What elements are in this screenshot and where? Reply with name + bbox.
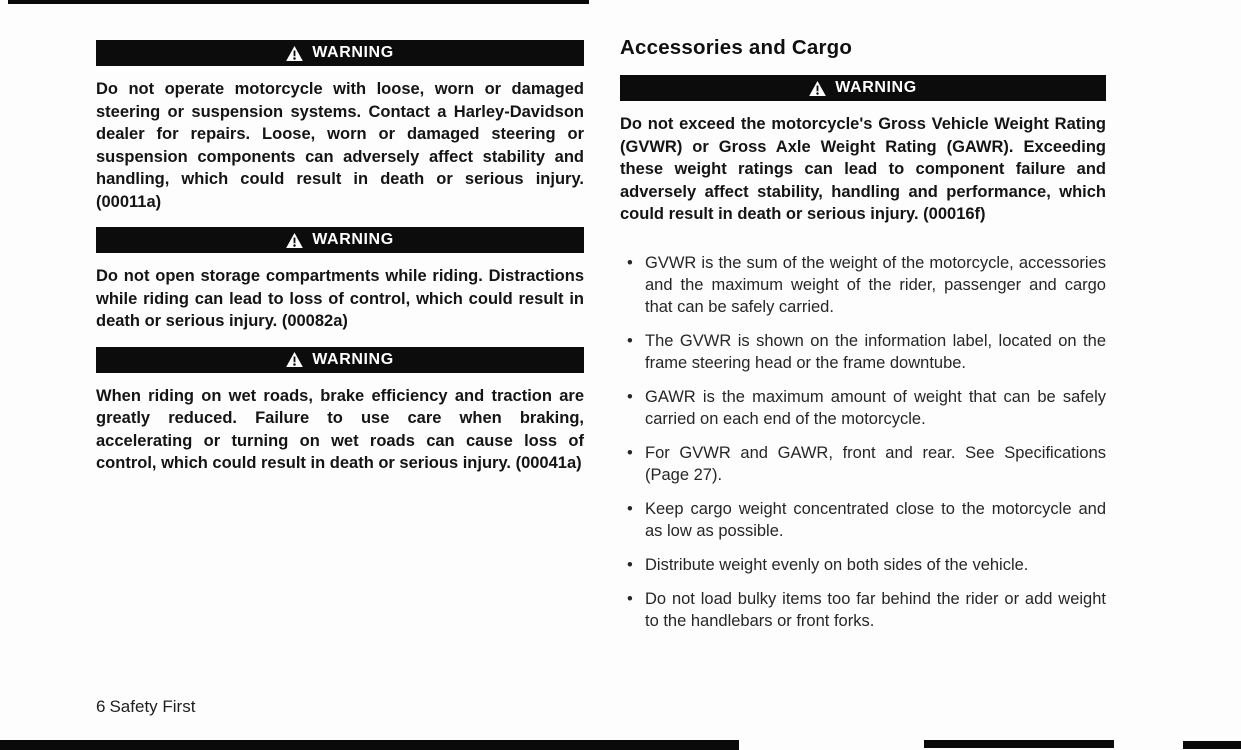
page-number: 6 — [96, 697, 106, 716]
bullet-item — [620, 252, 1106, 318]
bullet-dot: • — [627, 331, 633, 350]
bullet-dot: • — [627, 443, 633, 462]
bullet-item — [620, 330, 1106, 374]
section-heading: Accessories and Cargo — [620, 36, 853, 59]
warning-label: WARNING — [835, 79, 917, 96]
bullet-text: The GVWR is shown on the information label, located on the frame steering head or the frame downtube. — [645, 331, 1106, 372]
bullet-text: GAWR is the maximum amount of weight that can be safely carried on each end of the motorcycle. — [645, 387, 1106, 428]
scan-artifact-top-line — [8, 0, 589, 4]
warning-section-weight-rating — [620, 75, 1106, 226]
warning-section-wet-roads — [96, 347, 584, 475]
bullet-item — [620, 442, 1106, 486]
warning-paragraph: When riding on wet roads, brake efficiency and traction are greatly reduced. Failure to use care when braking, accelerating or turning on wet roads can cause loss of control, which could result in death or serious injury. (00041a) — [96, 386, 584, 472]
bullet-item — [620, 554, 1106, 576]
bullet-text: For GVWR and GAWR, front and rear. See Specifications (Page 27). — [645, 443, 1106, 484]
warning-paragraph: Do not open storage compartments while riding. Distractions while riding can lead to loss of control, which could result in death or serious injury. (00082a) — [96, 267, 584, 330]
warning-label: WARNING — [312, 231, 394, 248]
bullet-dot: • — [627, 555, 633, 574]
warning-paragraph: Do not operate motorcycle with loose, worn or damaged steering or suspension systems. Contact a Harley-Davidson dealer for repairs. Loose, worn or damaged steering or suspension components can adversely affect stability and handling, which could result in death or serious injury. (00011a) — [96, 80, 584, 211]
bullet-item — [620, 588, 1106, 632]
warning-triangle-icon — [809, 81, 826, 96]
bullet-list — [620, 252, 1106, 632]
bullet-text: Do not load bulky items too far behind the rider or add weight to the handlebars or front forks. — [645, 589, 1106, 630]
scan-artifact-bottom-bar — [0, 740, 739, 750]
warning-label: WARNING — [312, 350, 394, 368]
bullet-dot: • — [627, 589, 633, 608]
right-column — [620, 36, 1106, 644]
bullet-dot: • — [627, 253, 633, 272]
left-column — [96, 40, 584, 475]
warning-banner — [96, 40, 584, 66]
bullet-text: GVWR is the sum of the weight of the motorcycle, accessories and the maximum weight of the rider, passenger and cargo that can be safely carried. — [645, 253, 1106, 316]
bullet-item — [620, 386, 1106, 430]
scan-artifact-bottom-bar — [1183, 741, 1241, 749]
warning-banner — [96, 227, 584, 253]
warning-triangle-icon — [286, 46, 303, 61]
footer-section-title: Safety First — [109, 697, 196, 716]
warning-banner — [620, 75, 1106, 101]
warning-triangle-icon — [286, 352, 303, 367]
bullet-dot: • — [627, 499, 633, 518]
page-footer — [96, 697, 199, 717]
warning-triangle-icon — [286, 233, 303, 248]
bullet-text: Keep cargo weight concentrated close to the motorcycle and as low as possible. — [645, 499, 1106, 540]
warning-label: WARNING — [312, 44, 394, 61]
bullet-item — [620, 498, 1106, 542]
scan-artifact-bottom-bar — [924, 740, 1114, 748]
warning-section-storage — [96, 227, 584, 333]
warning-paragraph: Do not exceed the motorcycle's Gross Vehicle Weight Rating (GVWR) or Gross Axle Weight Rating (GAWR). Exceeding these weight ratings can lead to component failure and adversely affect stability, handling and performance, which could result in death or serious injury. (00016f) — [620, 115, 1106, 223]
warning-section-steering — [96, 40, 584, 213]
bullet-dot: • — [627, 387, 633, 406]
bullet-text: Distribute weight evenly on both sides of the vehicle. — [645, 555, 1029, 574]
warning-banner — [96, 347, 584, 373]
